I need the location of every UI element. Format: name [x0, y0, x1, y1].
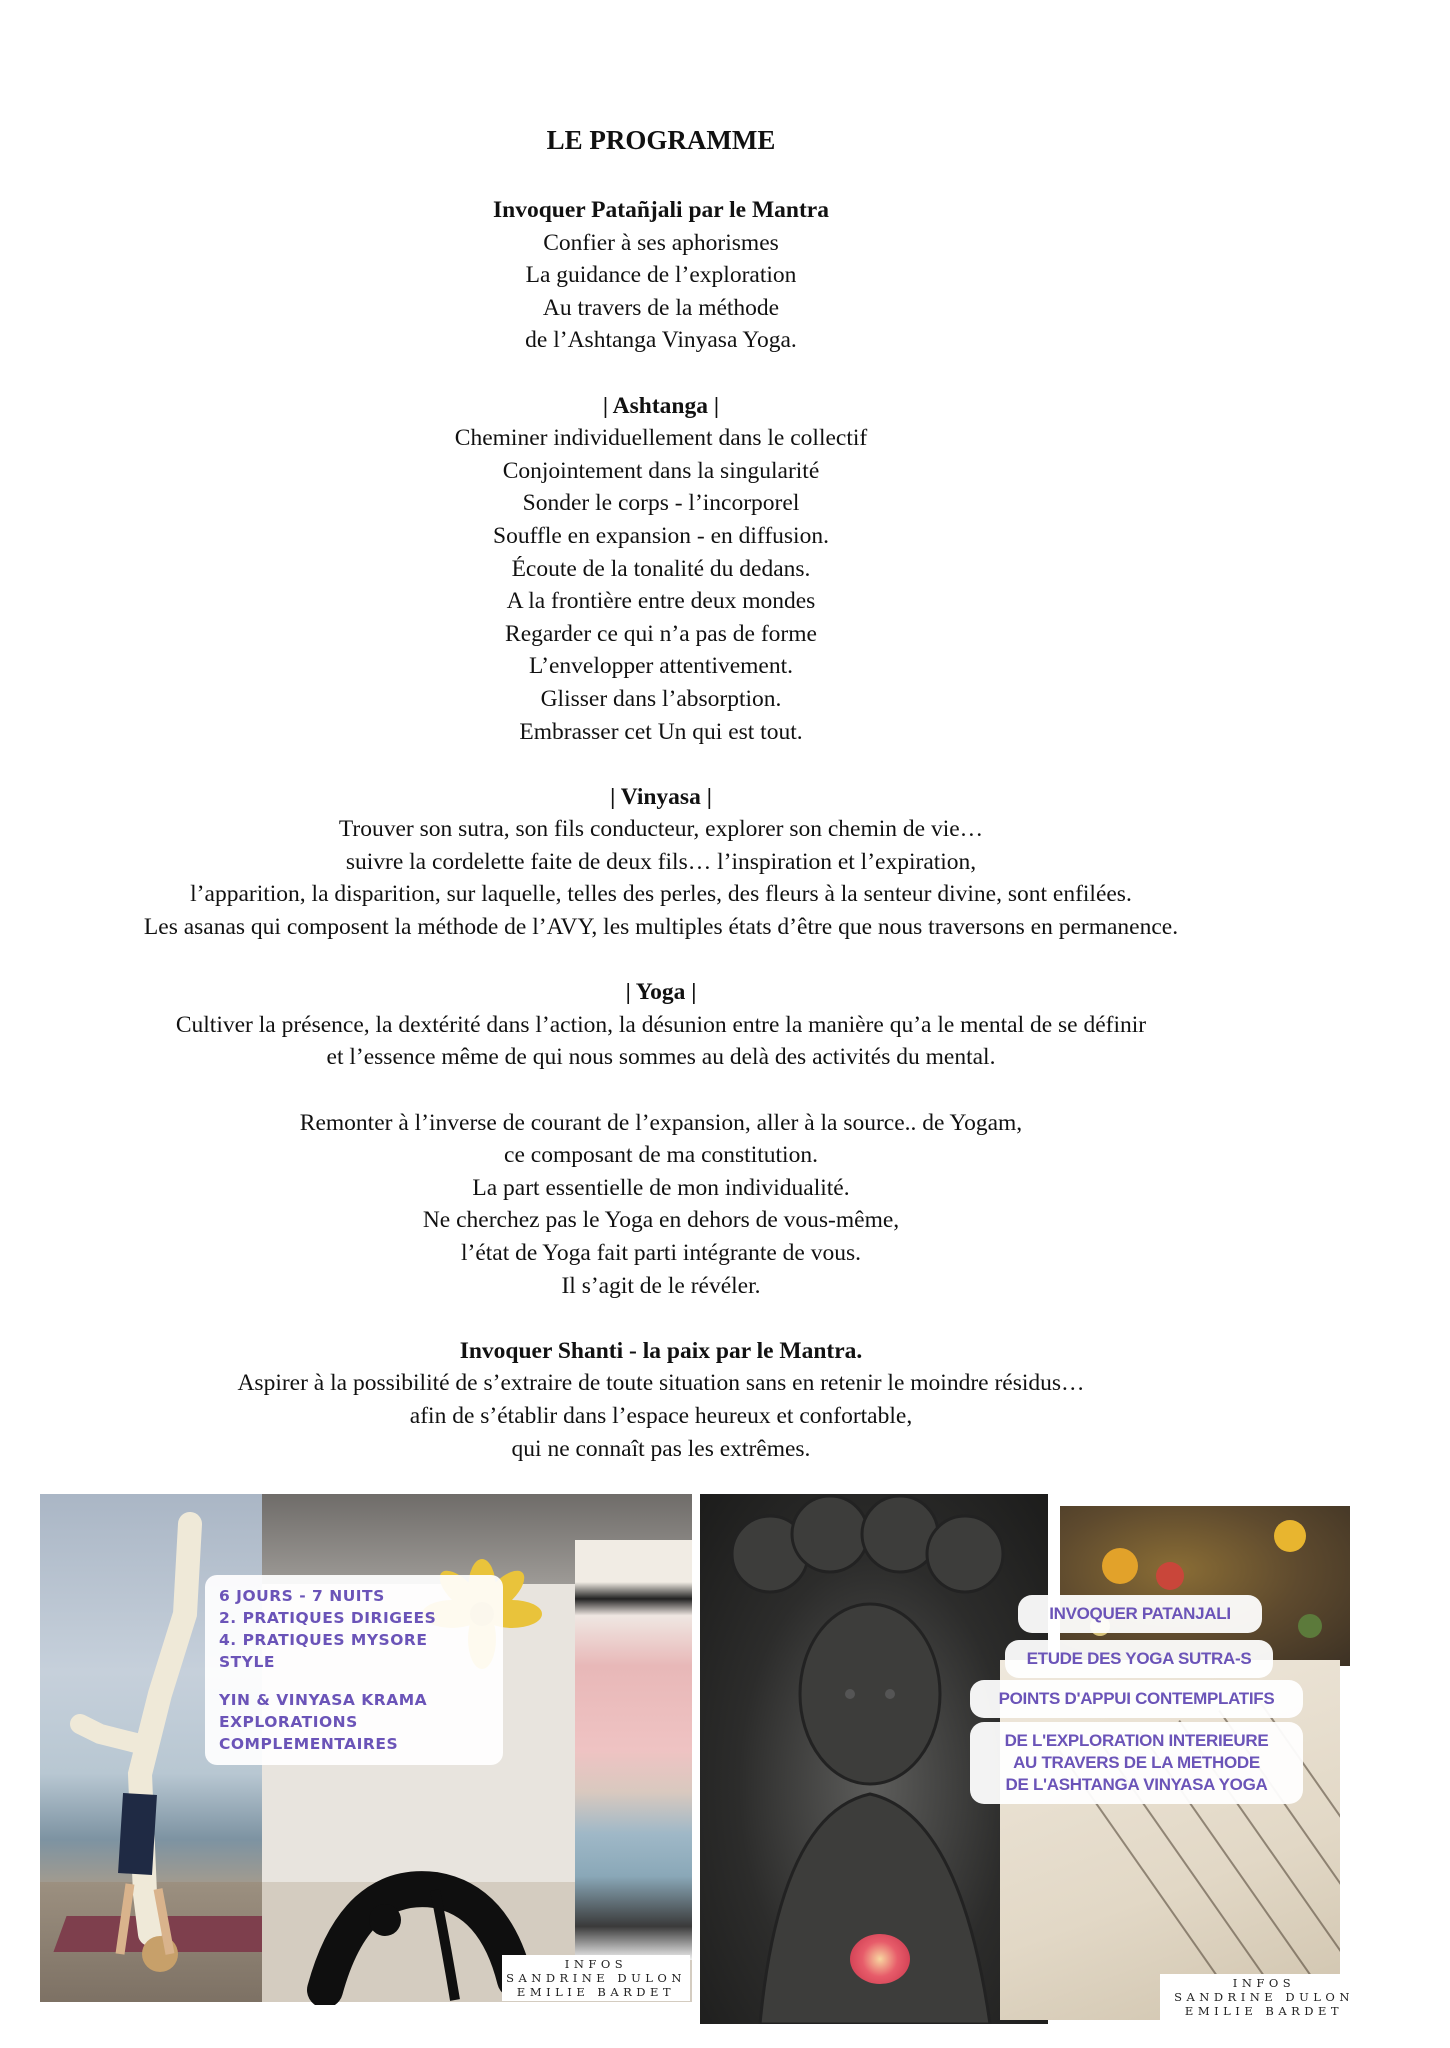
contact-name: SANDRINE DULON — [506, 1971, 686, 1985]
label-exploration-interieure — [970, 1722, 1303, 1804]
photo-collage — [0, 1490, 1450, 2048]
text-line: Aspirer à la possibilité de s’extraire de toute situation sans en retenir le moindre résidus… — [237, 1370, 1085, 1397]
programme-text — [0, 120, 1322, 1498]
info-line: EXPLORATIONS COMPLEMENTAIRES — [219, 1713, 399, 1753]
text-line: A la frontière entre deux mondes — [506, 588, 816, 615]
red-flower-icon — [850, 1934, 910, 1984]
contact-name: EMILIE BARDET — [1184, 2004, 1344, 2018]
text-line: afin de s’établir dans l’espace heureux et confortable, — [409, 1402, 913, 1429]
text-line: La guidance de l’exploration — [525, 262, 797, 289]
section-yoga — [0, 976, 1322, 1074]
section-patanjali — [0, 194, 1322, 357]
pill-line: DE L'ASHTANGA VINYASA YOGA — [1005, 1775, 1268, 1794]
text-line: Ne cherchez pas le Yoga en dehors de vous-même, — [422, 1207, 900, 1234]
contact-name: SANDRINE DULON — [1174, 1990, 1354, 2004]
section-vinyasa — [0, 781, 1322, 944]
section-heading: | Vinyasa | — [610, 783, 712, 810]
retreat-info-box — [205, 1575, 503, 1765]
text-line: Confier à ses aphorismes — [543, 229, 779, 256]
text-line: Écoute de la tonalité du dedans. — [511, 555, 811, 582]
text-line: Il s’agit de le révéler. — [561, 1272, 761, 1299]
info-line: YIN & VINYASA KRAMA — [219, 1691, 428, 1709]
text-line: Cheminer individuellement dans le collectif — [454, 425, 868, 452]
pill-line: AU TRAVERS DE LA METHODE — [1013, 1753, 1260, 1772]
info-line: 2. PRATIQUES DIRIGEES — [219, 1609, 437, 1627]
infos-label: INFOS — [1232, 1976, 1296, 1990]
text-line: Sonder le corps - l’incorporel — [522, 490, 800, 517]
text-line: Remonter à l’inverse de courant de l’expansion, aller à la source.. de Yogam, — [299, 1109, 1023, 1136]
contact-infos-right — [1160, 1974, 1368, 2020]
section-heading: | Ashtanga | — [602, 392, 720, 419]
text-line: Regarder ce qui n’a pas de forme — [505, 620, 817, 647]
pill-line: DE L'EXPLORATION INTERIEURE — [1004, 1731, 1269, 1750]
text-line: Conjointement dans la singularité — [502, 457, 820, 484]
text-line: Glisser dans l’absorption. — [540, 685, 782, 712]
contact-infos-left — [502, 1955, 690, 2001]
section-heading: | Yoga | — [625, 979, 697, 1006]
text-line: Les asanas qui composent la méthode de l’AVY, les multiples états d’être que nous traversons en permanence. — [143, 914, 1179, 941]
infos-label: INFOS — [564, 1957, 628, 1971]
text-line: et l’essence même de qui nous sommes au delà des activités du mental. — [326, 1044, 996, 1071]
section-shanti — [0, 1335, 1322, 1465]
text-line: Au travers de la méthode — [542, 294, 780, 321]
info-line: 6 JOURS - 7 NUITS — [219, 1587, 385, 1605]
label-invoquer-patanjali: INVOQUER PATANJALI — [1018, 1595, 1262, 1633]
contact-name: EMILIE BARDET — [516, 1985, 676, 1999]
section-ashtanga — [0, 390, 1322, 749]
info-line: 4. PRATIQUES MYSORE STYLE — [219, 1631, 428, 1671]
text-line: La part essentielle de mon individualité. — [472, 1174, 850, 1201]
section-heading: Invoquer Patañjali par le Mantra — [493, 197, 829, 223]
text-line: Trouver son sutra, son fils conducteur, explorer son chemin de vie… — [338, 816, 984, 843]
section-source — [0, 1107, 1322, 1303]
decor-strip-photo — [575, 1540, 692, 1960]
section-heading: Invoquer Shanti - la paix par le Mantra. — [459, 1337, 863, 1364]
text-line: L’envelopper attentivement. — [528, 653, 794, 680]
text-line: l’apparition, la disparition, sur laquelle, telles des perles, des fleurs à la senteur divine, sont enfilées. — [190, 881, 1132, 908]
text-line: l’état de Yoga fait parti intégrante de vous. — [460, 1240, 862, 1266]
text-line: Souffle en expansion - en diffusion. — [493, 522, 829, 549]
text-line: ce composant de ma constitution. — [504, 1142, 818, 1169]
text-line: de l’Ashtanga Vinyasa Yoga. — [525, 327, 797, 354]
page-title: LE PROGRAMME — [546, 125, 776, 155]
label-etude-sutras: ETUDE DES YOGA SUTRA-S — [1005, 1640, 1273, 1678]
text-line: Embrasser cet Un qui est tout. — [519, 718, 803, 745]
text-line: qui ne connaît pas les extrêmes. — [511, 1435, 811, 1462]
text-line: suivre la cordelette faite de deux fils… l’inspiration et l’expiration, — [345, 848, 977, 875]
label-points-appui: POINTS D'APPUI CONTEMPLATIFS — [970, 1680, 1303, 1718]
text-line: Cultiver la présence, la dextérité dans l’action, la désunion entre la manière qu’a le mental de se définir — [175, 1011, 1147, 1038]
